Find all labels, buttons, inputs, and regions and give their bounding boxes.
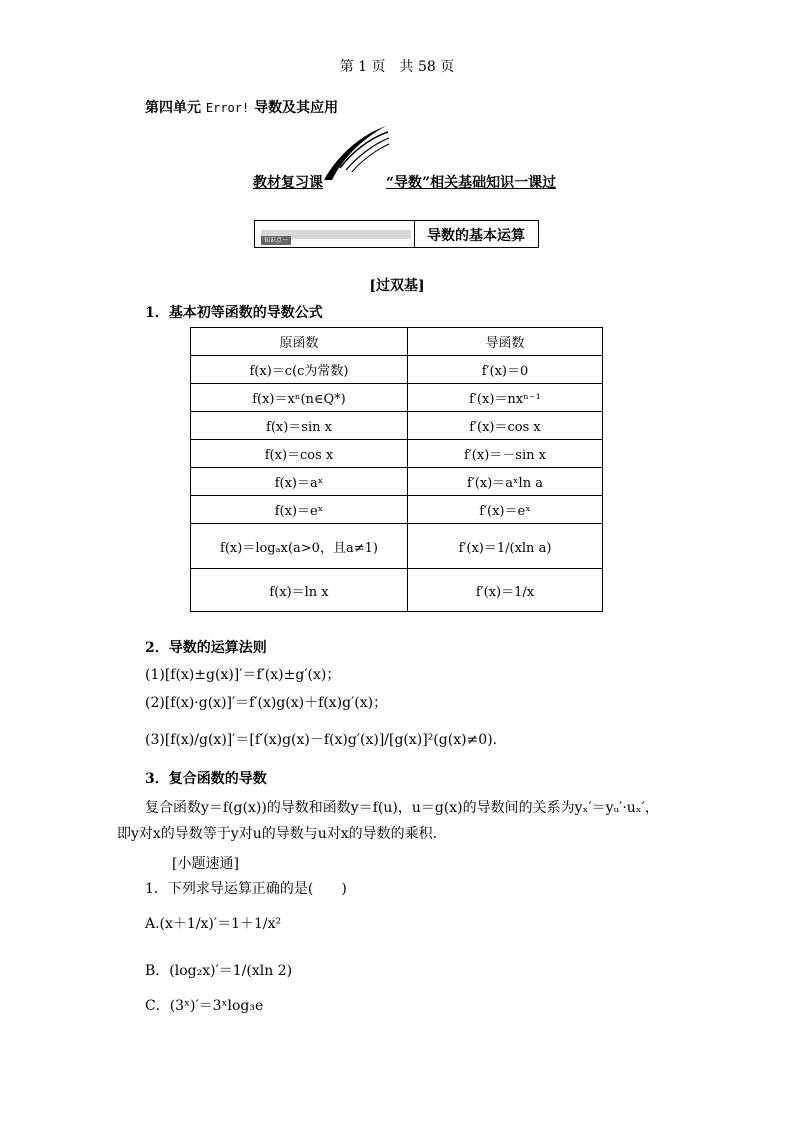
table-cell: f′(x)＝aˣln a — [408, 468, 603, 496]
composite-line1: 复合函数y＝f(g(x))的导数和函数y＝f(u)，u＝g(x)的导数间的关系为yₓ′＝yᵤ′·uₓ′， — [145, 800, 659, 816]
table-header: 导函数 — [408, 328, 603, 356]
table-header: 原函数 — [191, 328, 408, 356]
knowledge-title: 导数的基本运算 — [427, 228, 525, 244]
table-cell: f′(x)＝1/(xln a) — [408, 524, 603, 569]
table-cell: f(x)＝aˣ — [191, 468, 408, 496]
table-cell: f(x)＝sin x — [191, 412, 408, 440]
table-row — [191, 440, 603, 468]
table-cell: f′(x)＝eˣ — [408, 496, 603, 524]
rule-sum: (1)[f(x)±g(x)]′＝f′(x)±g′(x)； — [145, 667, 341, 683]
q1-stem: 1．下列求导运算正确的是( ) — [145, 881, 347, 897]
knowledge-tag: 知识点一 — [261, 230, 411, 239]
unit-title — [145, 97, 338, 117]
table-cell: f(x)＝logₐx(a>0，且a≠1) — [191, 524, 408, 569]
table-row — [191, 524, 603, 569]
derivative-table — [190, 327, 603, 612]
banner-course-title: “导数”相关基础知识一课过 — [386, 175, 557, 191]
table-cell: f′(x)＝1/x — [408, 569, 603, 612]
item3-title: 3．复合函数的导数 — [145, 771, 267, 787]
item1-title: 1．基本初等函数的导数公式 — [145, 305, 323, 321]
table-row — [191, 356, 603, 384]
page-header: 第 1 页 共 58 页 — [339, 59, 455, 75]
rule-quotient: (3)[f(x)/g(x)]′＝[f′(x)g(x)－f(x)g′(x)]/[g(x)]²(g(x)≠0)． — [145, 732, 507, 748]
q1-option-b: B．(log₂x)′＝1/(xln 2) — [145, 963, 293, 979]
unit-prefix: 第四单元 — [145, 100, 201, 116]
rule-product: (2)[f(x)·g(x)]′＝f′(x)g(x)＋f(x)g′(x)； — [145, 695, 388, 711]
table-cell: f(x)＝cos x — [191, 440, 408, 468]
table-row — [191, 412, 603, 440]
table-cell: f(x)＝ln x — [191, 569, 408, 612]
table-cell: f(x)＝eˣ — [191, 496, 408, 524]
knowledge-box — [254, 220, 539, 248]
q1-option-a: A.(x＋1/x)′＝1＋1/x² — [145, 916, 282, 932]
quick-tag: [小题速通] — [172, 856, 239, 872]
section-tag: [过双基] — [369, 278, 425, 294]
table-cell: f(x)＝c(c为常数) — [191, 356, 408, 384]
table-row — [191, 468, 603, 496]
table-row — [191, 384, 603, 412]
table-cell: f(x)＝xⁿ(n∈Q*) — [191, 384, 408, 412]
table-row — [191, 496, 603, 524]
unit-suffix: 导数及其应用 — [254, 100, 339, 116]
q1-option-c: C．(3ˣ)′＝3ˣlog₃e — [145, 998, 264, 1014]
item2-title: 2．导数的运算法则 — [145, 640, 267, 656]
table-row — [191, 569, 603, 612]
table-cell: f′(x)＝0 — [408, 356, 603, 384]
knowledge-divider — [414, 221, 415, 247]
unit-error-text: Error! — [205, 101, 250, 115]
table-cell: f′(x)＝－sin x — [408, 440, 603, 468]
table-header-row — [191, 328, 603, 356]
table-cell: f′(x)＝nxⁿ⁻¹ — [408, 384, 603, 412]
swoosh-decoration-icon — [318, 122, 390, 182]
banner-course-label: 教材复习课 — [253, 175, 323, 191]
composite-line2: 即y对x的导数等于y对u的导数与u对x的导数的乘积． — [117, 826, 447, 842]
table-cell: f′(x)＝cos x — [408, 412, 603, 440]
